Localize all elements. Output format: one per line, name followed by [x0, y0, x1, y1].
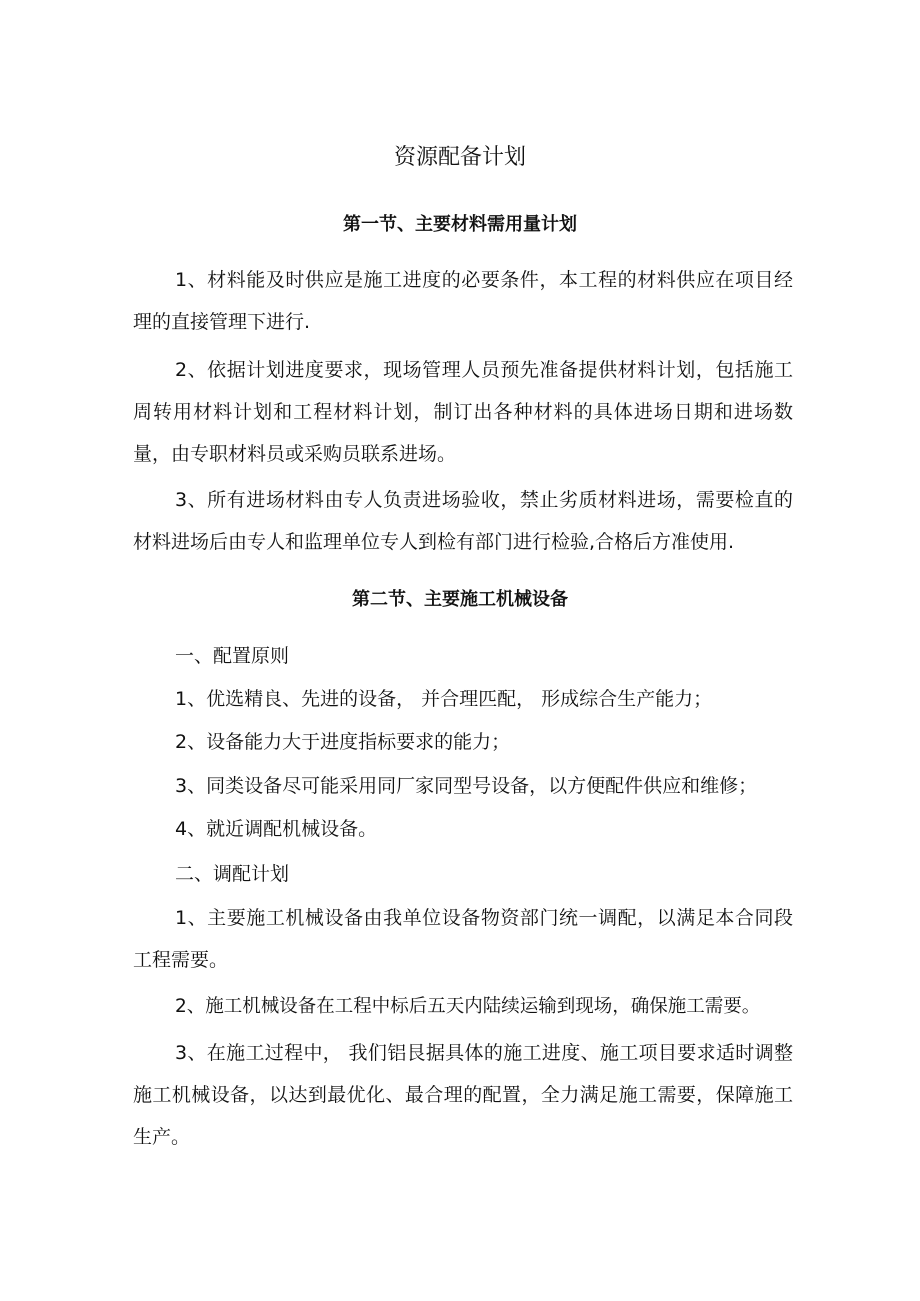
- part-2-item-2: 2、施工机械设备在工程中标后五天内陆续运输到现场，确保施工需要。: [175, 996, 761, 1017]
- section-1-paragraph-2: 2、依据计划进度要求，现场管理人员预先准备提供材料计划，包括施工周转用材料计划和工程材料计划，制订出各种材料的具体进场日期和进场数量，由专职材料员或采购员联系进场。: [133, 359, 793, 465]
- part-1-item-4: 4、就近调配机械设备。: [175, 818, 378, 840]
- section-1-heading: 第一节、主要材料需用量计划: [343, 214, 577, 235]
- part-1-item-2: 2、设备能力大于进度指标要求的能力；: [175, 731, 511, 753]
- part-1-item-3: 3、同类设备尽可能采用同厂家同型号设备，以方便配件供应和维修；: [175, 775, 758, 797]
- section-1-paragraph-3: 3、所有进场材料由专人负责进场验收，禁止劣质材料进场，需要检直的材料进场后由专人和监理单位专人到检有部门进行检验,合格后方准使用.: [133, 489, 793, 553]
- part-2-item-1: 1、主要施工机械设备由我单位设备物资部门统一调配，以满足本合同段工程需要。: [133, 907, 793, 971]
- part-2-item-3: 3、在施工过程中， 我们铝艮据具体的施工进度、施工项目要求适时调整施工机械设备，以达到最优化、最合理的配置，全力满足施工需要，保障施工生产。: [133, 1042, 793, 1148]
- part-1-item-1: 1、优选精良、先进的设备， 并合理匹配， 形成综合生产能力；: [175, 688, 713, 710]
- part-1-title: 一、配置原则: [175, 645, 290, 667]
- part-2-title: 二、调配计划: [175, 863, 290, 885]
- section-1-paragraph-1: 1、材料能及时供应是施工进度的必要条件，本工程的材料供应在项目经理的直接管理下进行.: [133, 269, 793, 333]
- section-2-heading: 第二节、主要施工机械设备: [352, 589, 568, 610]
- document-title: 资源配备计划: [393, 145, 526, 170]
